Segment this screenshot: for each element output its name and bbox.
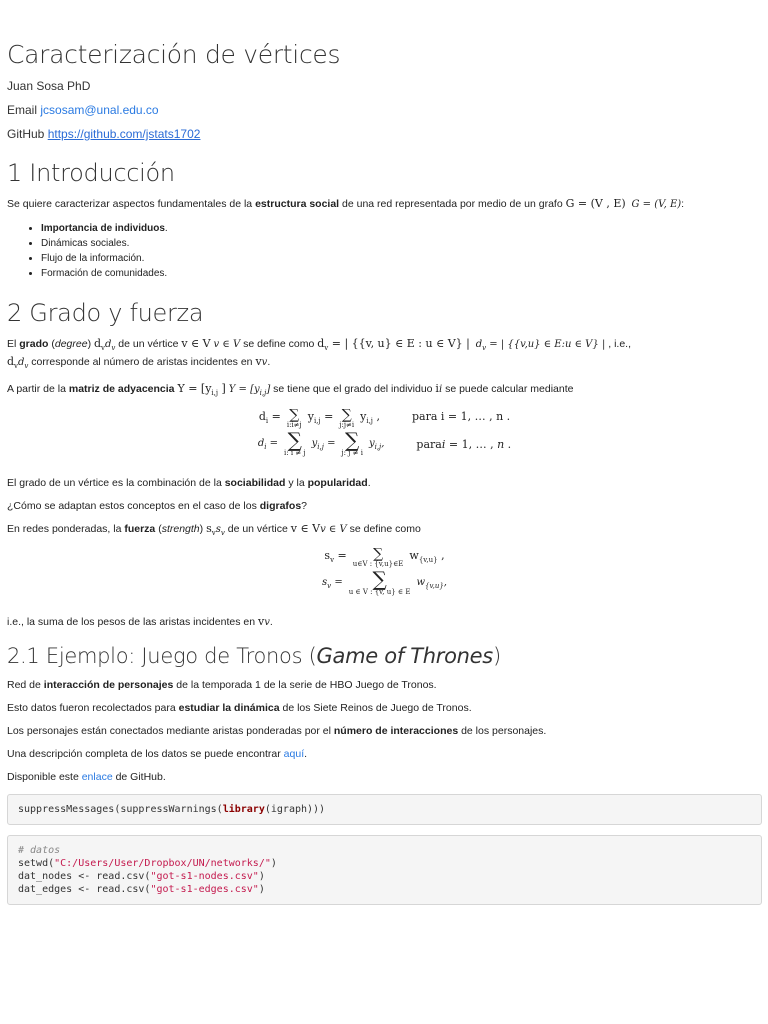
digrafos-paragraph: ¿Cómo se adaptan estos conceptos en el caso de los digrafos? xyxy=(7,499,307,512)
degree-equation: $d_i$ = ∑ i:i≠j $y_{i,j}$ = ∑ j:j≠i $y_{i,j}$ , para i = 1, … , n . $d_i$ = ∑ i: i ≠ j $y_{i,j}$ = ∑ j: j ≠ i $y_{i,j}$, parai = 1, … , n . xyxy=(257,406,512,457)
fuerza-paragraph: En redes ponderadas, la fuerza (strength) $s_vs_v$ de un vértice v ∈ Vv ∈ V se define como xyxy=(7,521,421,537)
section-heading-introduccion: 1 Introducción xyxy=(7,159,175,187)
email-link[interactable]: jcsosam@unal.edu.co xyxy=(40,103,159,117)
ejemplo-paragraph-3: Los personajes están conectados mediante aristas ponderadas por el número de interacciones de los personajes. xyxy=(7,724,547,737)
author: Juan Sosa PhD xyxy=(7,79,91,93)
section-heading-ejemplo: 2.1 Ejemplo: Juego de Tronos (Game of Thrones) xyxy=(7,643,501,668)
sociabilidad-paragraph: El grado de un vértice es la combinación de la sociabilidad y la popularidad. xyxy=(7,476,371,489)
email-label: Email xyxy=(7,103,38,117)
code-block-datos[interactable]: # datos setwd("C:/Users/User/Dropbox/UN/networks/") dat_nodes <- read.csv("got-s1-nodes.csv") dat_edges <- read.csv("got-s1-edges.csv") xyxy=(7,835,762,905)
enlace-link[interactable]: enlace xyxy=(81,770,113,783)
intro-paragraph: Se quiere caracterizar aspectos fundamentales de la estructura social de una red representada por medio de un grafo G = (V , E) G = (V, E): xyxy=(7,197,685,210)
grado-paragraph: El grado (degree) $d_vd_v$ de un vértice v ∈ V v ∈ V se define como $d_v$ = | {{v, u} ∈ E : u ∈ V} | $d_v$ = | {{v,u} ∈ E:u ∈ V} | , i.e., $d_vd_v$ corresponde al número de aristas incidentes en vv. xyxy=(7,337,631,371)
code-block-library[interactable]: suppressMessages(suppressWarnings(library(igraph))) xyxy=(7,794,762,825)
aqui-link[interactable]: aquí xyxy=(283,747,305,760)
page-title: Caracterización de vértices xyxy=(7,40,341,69)
github-line xyxy=(7,127,762,141)
ejemplo-paragraph-2: Esto datos fueron recolectados para estudiar la dinámica de los Siete Reinos de Juego de Tronos. xyxy=(7,701,472,714)
intro-bullet-list xyxy=(7,221,762,281)
list-item: • Importancia de individuos. xyxy=(41,221,762,236)
ejemplo-paragraph-5: Disponible este enlace de GitHub. xyxy=(7,770,166,783)
list-item: • Formación de comunidades. xyxy=(41,266,762,281)
ejemplo-paragraph-1: Red de interacción de personajes de la temporada 1 de la serie de HBO Juego de Tronos. xyxy=(7,678,437,691)
github-link[interactable]: https://github.com/jstats1702 xyxy=(47,127,201,141)
github-label: GitHub xyxy=(7,127,45,141)
ejemplo-paragraph-4: Una descripción completa de los datos se puede encontrar aquí. xyxy=(7,747,308,760)
adyacencia-paragraph: A partir de la matriz de adyacencia $Y = [y_{i,j}$ ] $Y = [y_{i,j}]$ se tiene que el grado del individuo ii se puede calcular mediante xyxy=(7,382,574,398)
list-item: • Flujo de la información. xyxy=(41,251,762,266)
email-line xyxy=(7,103,762,117)
strength-equation: $s_v$ = ∑ u∈V : {v,u}∈E $w_{\{v,u\}}$ , $s_v$ = ∑ u ∈ V : {v, u} ∈ E $w_{\{v,u\}}$, xyxy=(322,545,447,596)
section-heading-grado-fuerza: 2 Grado y fuerza xyxy=(7,299,204,327)
list-item: • Dinámicas sociales. xyxy=(41,236,762,251)
suma-pesos-paragraph: i.e., la suma de los pesos de las aristas incidentes en vv. xyxy=(7,614,273,628)
